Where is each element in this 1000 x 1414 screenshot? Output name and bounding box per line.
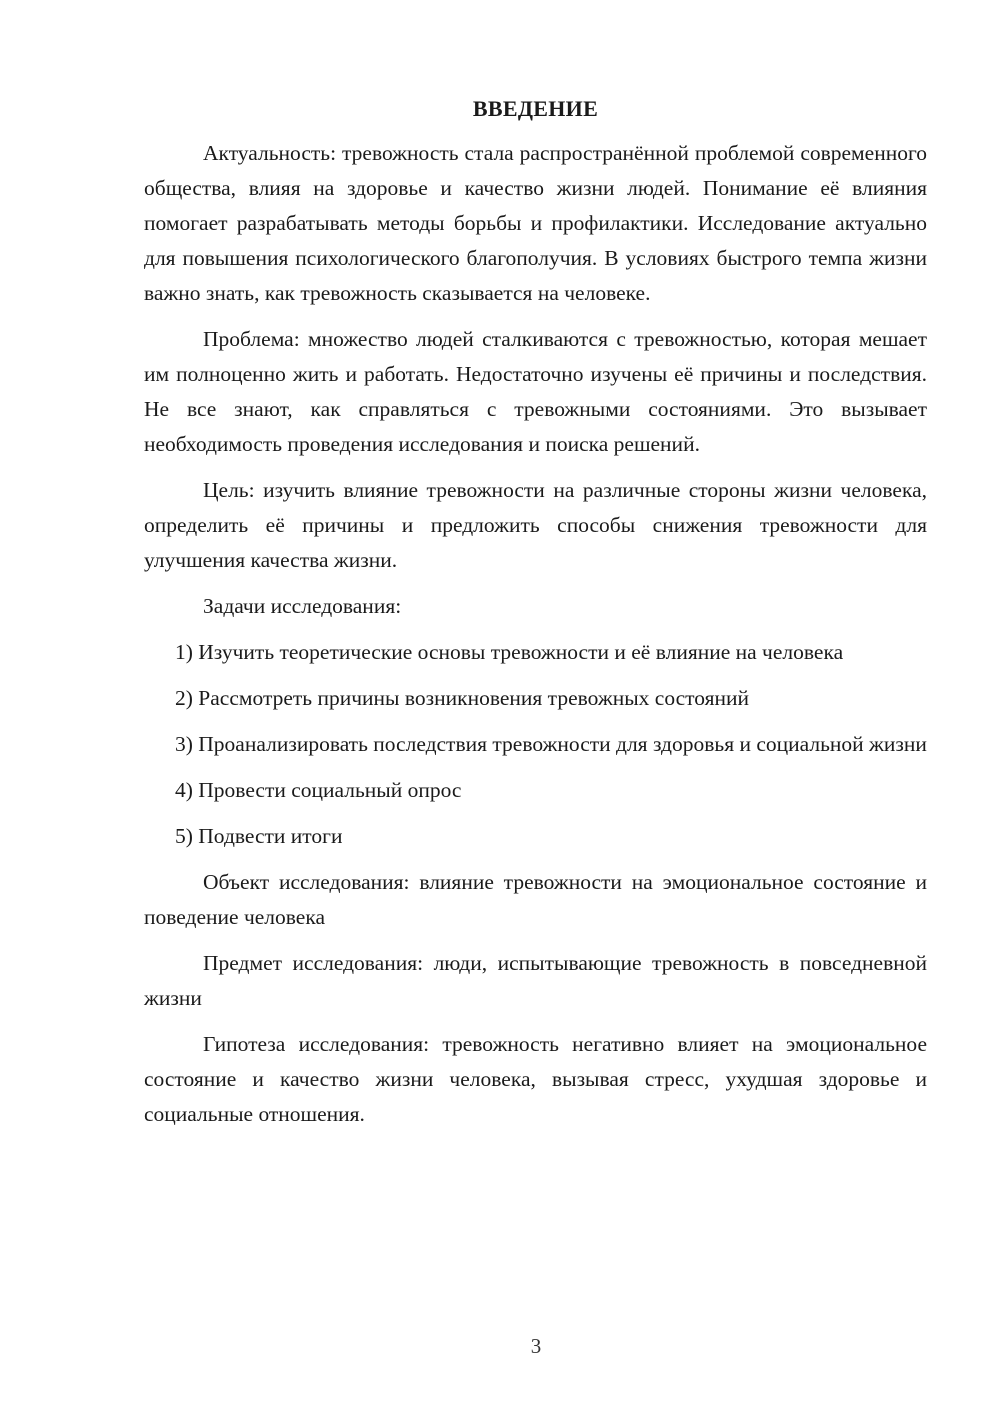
task-item-4: 4) Провести социальный опрос <box>175 778 462 802</box>
task-item-3: 3) Проанализировать последствия тревожности для здоровья и социальной жизни <box>175 732 927 756</box>
document-page <box>144 88 927 1143</box>
task-item-1: 1) Изучить теоретические основы тревожности и её влияние на человека <box>175 640 844 664</box>
goal-paragraph: Цель: изучить влияние тревожности на различные стороны жизни человека, определить её причины и предложить способы снижения тревожности для улучшения качества жизни. <box>144 478 927 572</box>
task-item-2: 2) Рассмотреть причины возникновения тревожных состояний <box>175 686 750 710</box>
subject-paragraph: Предмет исследования: люди, испытывающие тревожность в повседневной жизни <box>144 951 927 1010</box>
object-paragraph: Объект исследования: влияние тревожности на эмоциональное состояние и поведение человека <box>144 870 927 929</box>
hypothesis-paragraph: Гипотеза исследования: тревожность негативно влияет на эмоциональное состояние и качество жизни человека, вызывая стресс, ухудшая здоровье и социальные отношения. <box>144 1032 927 1126</box>
page-number: 3 <box>530 1334 542 1358</box>
relevance-paragraph: Актуальность: тревожность стала распространённой проблемой современного общества, влияя на здоровье и качество жизни людей. Понимание её влияния помогает разрабатывать методы борьбы и профилактики. Исследование актуально для повышения психологического благополучия. В условиях быстрого темпа жизни важно знать, как тревожность сказывается на человеке. <box>144 141 927 305</box>
tasks-heading: Задачи исследования: <box>203 594 402 618</box>
problem-paragraph: Проблема: множество людей сталкиваются с тревожностью, которая мешает им полноценно жить и работать. Недостаточно изучены её причины и последствия. Не все знают, как справляться с тревожными состояниями. Это вызывает необходимость проведения исследования и поиска решений. <box>144 327 927 456</box>
task-item-5: 5) Подвести итоги <box>175 824 343 848</box>
section-title: ВВЕДЕНИЕ <box>472 96 599 121</box>
